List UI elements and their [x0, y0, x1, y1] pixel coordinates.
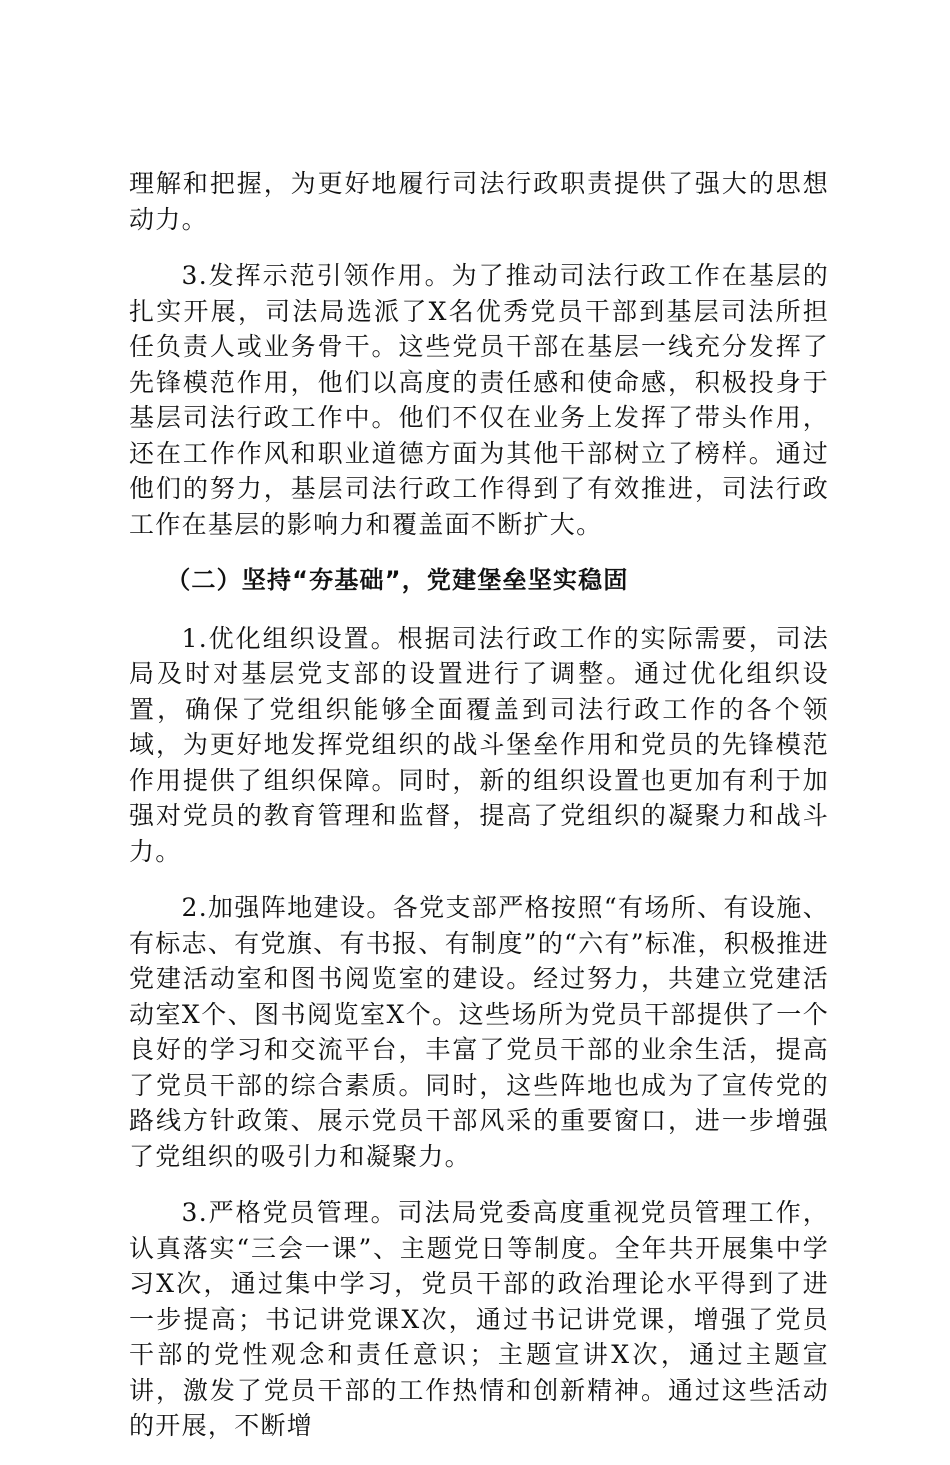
paragraph-organization-setup: 1.优化组织设置。根据司法行政工作的实际需要，司法局及时对基层党支部的设置进行了调整。通过优化组织设置，确保了党组织能够全面覆盖到司法行政工作的各个领域，为更好地发挥党组织的战斗堡垒作用和党员的先锋模范作用提供了组织保障。同时，新的组织设置也更加有利于加强对党员的教育管理和监督，提高了党组织的凝聚力和战斗力。: [129, 623, 829, 866]
paragraph-member-management: 3.严格党员管理。司法局党委高度重视党员管理工作，认真落实“三会一课”、主题党日等制度。全年共开展集中学习X次，通过集中学习，党员干部的政治理论水平得到了进一步提高；书记讲党课X次，通过书记讲党课，增强了党员干部的党性观念和责任意识；主题宣讲X次，通过主题宣讲，激发了党员干部的工作热情和创新精神。通过这些活动的开展，不断增: [129, 1198, 829, 1440]
paragraph-position-building: 2.加强阵地建设。各党支部严格按照“有场所、有设施、有标志、有党旗、有书报、有制度”的“六有”标准，积极推进党建活动室和图书阅览室的建设。经过努力，共建立党建活动室X个、图书阅览室X个。这些场所为党员干部提供了一个良好的学习和交流平台，丰富了党员干部的业余生活，提高了党员干部的综合素质。同时，这些阵地也成为了宣传党的路线方针政策、展示党员干部风采的重要窗口，进一步增强了党组织的吸引力和凝聚力。: [129, 893, 829, 1171]
paragraph-continuation: 理解和把握，为更好地履行司法行政职责提供了强大的思想动力。: [129, 169, 829, 234]
section-heading: （二）坚持“夯基础”，党建堡垒坚实稳固: [166, 566, 629, 594]
document-page: [129, 166, 829, 1465]
paragraph-demonstration-role: 3.发挥示范引领作用。为了推动司法行政工作在基层的扎实开展，司法局选派了X名优秀党员干部到基层司法所担任负责人或业务骨干。这些党员干部在基层一线充分发挥了先锋模范作用，他们以高度的责任感和使命感，积极投身于基层司法行政工作中。他们不仅在业务上发挥了带头作用，还在工作作风和职业道德方面为其他干部树立了榜样。通过他们的努力，基层司法行政工作得到了有效推进，司法行政工作在基层的影响力和覆盖面不断扩大。: [129, 261, 829, 539]
